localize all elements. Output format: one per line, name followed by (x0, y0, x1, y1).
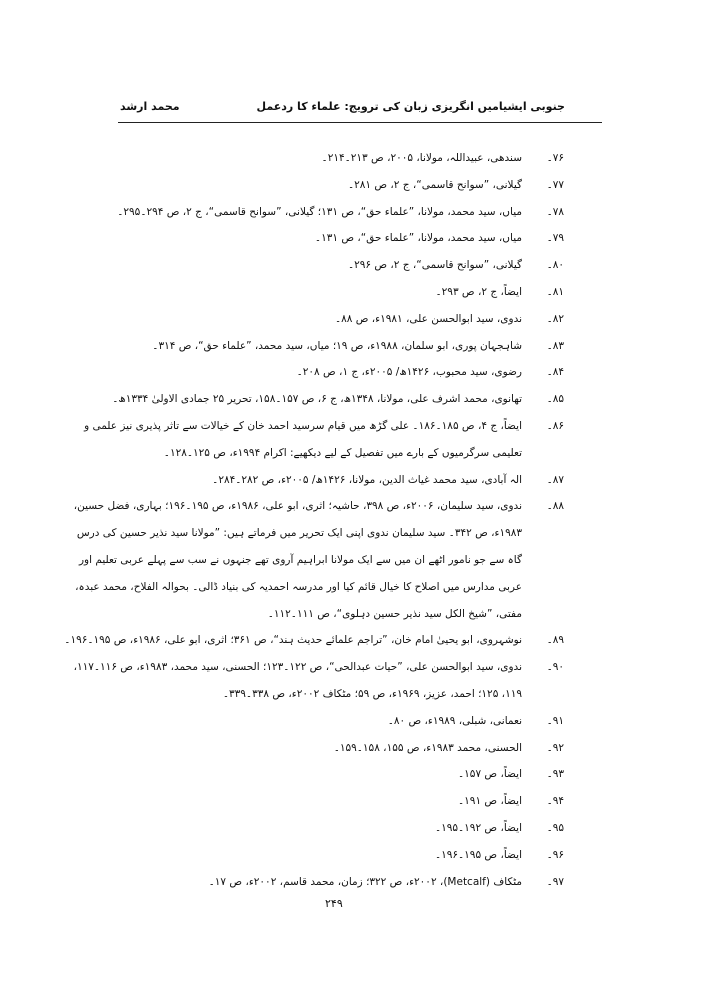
endnote-number: ۹۵۔ (546, 821, 564, 834)
endnote-number: ۹۰۔ (546, 661, 564, 674)
endnote-text: سندھی، عبیداللہ، مولانا، ۲۰۰۵، ص ۲۱۳۔۲۱۴۔ (321, 152, 522, 164)
endnote-text: الہ آبادی، سید محمد غیاث الدین، مولانا، ۱۴۲۶ھ/ ۲۰۰۵ء، ص ۲۸۲۔۲۸۴۔ (212, 473, 522, 486)
endnote-text: الحسنی، محمد ۱۹۸۳ء، ص ۱۵۵، ۱۵۸۔۱۵۹۔ (333, 741, 522, 754)
endnote (64, 467, 564, 494)
endnote-number: ۷۹۔ (546, 232, 564, 245)
endnote-number: ۸۴۔ (546, 366, 564, 379)
endnote-text: میاں، سید محمد، مولانا، ”علماء حق“، ص ۱۳۱؛ گیلانی، ”سوانح قاسمی“، ج ۲، ص ۲۹۴۔۲۹۵۔ (117, 205, 522, 218)
endnote-number: ۸۵۔ (546, 393, 564, 406)
header-rule (118, 122, 602, 123)
endnote (64, 225, 564, 252)
endnote-number: ۹۶۔ (546, 848, 564, 861)
endnote (64, 279, 564, 306)
endnote (64, 333, 564, 360)
endnote-text: مٹکاف (Metcalf)، ۲۰۰۲ء، ص ۳۲۲؛ زمان، محمد قاسم، ۲۰۰۲ء، ص ۱۷۔ (208, 875, 522, 888)
endnote-number: ۸۳۔ (546, 339, 564, 352)
endnote-text: نعمانی، شبلی، ۱۹۸۹ء، ص ۸۰۔ (387, 714, 522, 727)
endnote-text: ایضاً، ج ۴، ص ۱۸۵۔۱۸۶۔ علی گڑھ میں قیام سرسید احمد خان کے خیالات سے تاثر پذیری نیز علمی و تعلیمی سرگرمیوں کے بارے میں تفصیل کے لیے دیکھیے: اکرام ۱۹۹۴ء، ص ۱۲۵۔۱۲۸۔ (84, 419, 522, 459)
running-header-author: محمد ارشد (120, 100, 180, 113)
page-number: ۲۴۹ (325, 897, 343, 910)
endnote-text: گیلانی، ”سوانح قاسمی“، ج ۲، ص ۲۹۶۔ (347, 259, 522, 272)
endnote-number: ۹۱۔ (546, 714, 564, 727)
endnote-number: ۷۷۔ (546, 178, 564, 191)
endnote-text: شاہجہان پوری، ابو سلمان، ۱۹۸۸ء، ص ۱۹؛ میاں، سید محمد، ”علماء حق“، ص ۳۱۴۔ (152, 339, 522, 352)
endnote (64, 306, 564, 333)
endnote-text: ندوی، سید سلیمان، ۲۰۰۶ء، ص ۳۹۸، حاشیہ؛ اثری، ابو علی، ۱۹۸۶ء، ص ۱۹۵۔۱۹۶؛ بہاری، فضل حسین، ۱۹۸۳ء، ص ۳۴۲۔ سید سلیمان ندوی اپنی ایک تحریر میں فرماتے ہیں: ”مولانا سید نذیر حسین کی درس گاہ سے جو نامور اٹھے ان میں سے ایک مولانا ابراہیم آروی تھے جنہوں نے سب سے پہلے عربی تعلیم اور عربی مدارس میں اصلاح کا خیال قائم کیا اور مدرسہ احمدیہ کی بنیاد ڈالی۔ بحوالہ الفلاح، محمد عبدہ، مفتی، ”شیخ الکل سید نذیر حسین دہلوی“، ص ۱۱۱۔۱۱۲۔ (73, 500, 522, 620)
endnote-number: ۸۲۔ (546, 312, 564, 325)
endnote (64, 761, 564, 788)
running-header-title: جنوبی ایشیامیں انگریزی زبان کی ترویج: علماء کا ردعمل (256, 100, 565, 113)
endnote-text: نوشہروی، ابو یحییٰ امام خان، ”تراجم علمائے حدیث ہند“، ص ۳۶۱؛ اثری، ابو علی، ۱۹۸۶ء، ص ۱۹۵۔۱۹۶۔ (64, 634, 522, 647)
endnote (64, 145, 564, 172)
endnote (64, 869, 564, 896)
endnote-number: ۸۰۔ (546, 259, 564, 272)
endnote-number: ۸۶۔ (546, 419, 564, 432)
endnote (64, 386, 564, 413)
endnote-number: ۷۸۔ (546, 205, 564, 218)
endnote-number: ۸۹۔ (546, 634, 564, 647)
endnote (64, 199, 564, 226)
endnote-number: ۹۴۔ (546, 795, 564, 808)
endnote (64, 708, 564, 735)
endnote (64, 252, 564, 279)
endnote-text: ایضاً، ج ۲، ص ۲۹۳۔ (435, 285, 522, 298)
endnote (64, 172, 564, 199)
endnote-text: تھانوی، محمد اشرف علی، مولانا، ۱۳۴۸ھ، ج ۶، ص ۱۵۷۔۱۵۸، تحریر ۲۵ جمادی الاولیٰ ۱۳۳۴ھ۔ (112, 393, 522, 406)
endnote (64, 359, 564, 386)
endnotes-list (64, 145, 564, 895)
endnote-text: ایضاً، ص ۱۹۲۔۱۹۵۔ (434, 821, 522, 834)
endnote (64, 842, 564, 869)
endnote (64, 413, 564, 467)
endnote (64, 654, 564, 708)
endnote (64, 815, 564, 842)
endnote (64, 788, 564, 815)
endnote-text: رضوی، سید محبوب، ۱۴۲۶ھ/ ۲۰۰۵ء، ج ۱، ص ۲۰۸۔ (296, 366, 522, 379)
endnote-text: گیلانی، ”سوانح قاسمی“، ج ۲، ص ۲۸۱۔ (347, 178, 522, 191)
endnote-text: ندوی، سید ابوالحسن علی، ”حیات عبدالحی“، ص ۱۲۲۔۱۲۳؛ الحسنی، سید محمد، ۱۹۸۳ء، ص ۱۱۶۔۱۱۷، ۱۱۹، ۱۲۵؛ احمد، عزیز، ۱۹۶۹ء، ص ۵۹؛ مٹکاف ۲۰۰۲ء، ص ۳۳۸۔۳۳۹۔ (73, 661, 522, 700)
endnote-text: ایضاً، ص ۱۹۵۔۱۹۶۔ (434, 848, 522, 861)
endnote (64, 493, 564, 627)
endnote-text: ایضاً، ص ۱۹۱۔ (458, 795, 522, 808)
endnote-text: ایضاً، ص ۱۵۷۔ (458, 768, 522, 781)
endnote-number: ۸۱۔ (546, 285, 564, 298)
endnote-number: ۹۳۔ (546, 768, 564, 781)
endnote-number: ۹۷۔ (546, 875, 564, 888)
endnote-number: ۸۷۔ (546, 473, 564, 486)
endnote-number: ۷۶۔ (546, 152, 564, 164)
endnote-text: ندوی، سید ابوالحسن علی، ۱۹۸۱ء، ص ۸۸۔ (334, 312, 522, 325)
endnote (64, 627, 564, 654)
endnote-number: ۹۲۔ (546, 741, 564, 754)
endnote-text: میاں، سید محمد، مولانا، ”علماء حق“، ص ۱۳۱۔ (314, 232, 522, 245)
endnote (64, 735, 564, 762)
endnote-number: ۸۸۔ (546, 500, 564, 513)
